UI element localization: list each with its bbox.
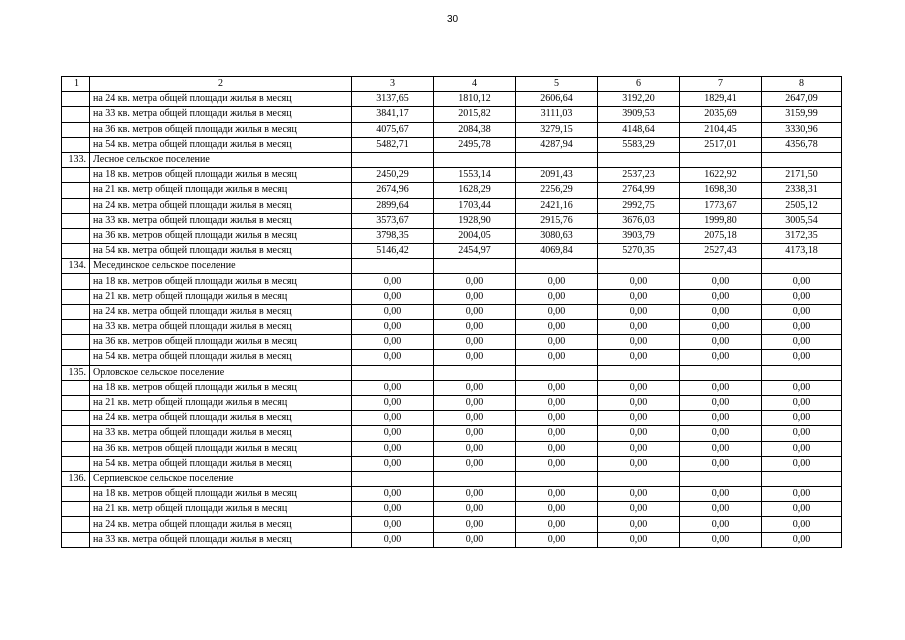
value-cell: 0,00 bbox=[598, 532, 680, 547]
value-cell: 0,00 bbox=[762, 532, 842, 547]
value-cell bbox=[434, 471, 516, 486]
value-cell: 0,00 bbox=[680, 441, 762, 456]
header-cell: 8 bbox=[762, 77, 842, 92]
settlement-name-cell: Лесное сельское поселение bbox=[90, 152, 352, 167]
value-cell: 3573,67 bbox=[352, 213, 434, 228]
value-cell: 0,00 bbox=[680, 517, 762, 532]
table-row bbox=[62, 456, 842, 471]
table-row bbox=[62, 517, 842, 532]
value-cell: 0,00 bbox=[762, 274, 842, 289]
value-cell: 0,00 bbox=[516, 289, 598, 304]
row-label-cell: на 36 кв. метров общей площади жилья в месяц bbox=[90, 335, 352, 350]
row-number-cell bbox=[62, 441, 90, 456]
value-cell: 1698,30 bbox=[680, 183, 762, 198]
value-cell: 2004,05 bbox=[434, 228, 516, 243]
value-cell: 4173,18 bbox=[762, 244, 842, 259]
header-cell: 3 bbox=[352, 77, 434, 92]
value-cell bbox=[762, 152, 842, 167]
row-number-cell bbox=[62, 487, 90, 502]
value-cell: 0,00 bbox=[680, 532, 762, 547]
table-row bbox=[62, 289, 842, 304]
value-cell: 0,00 bbox=[762, 320, 842, 335]
row-label-cell: на 24 кв. метра общей площади жилья в месяц bbox=[90, 411, 352, 426]
value-cell: 5583,29 bbox=[598, 137, 680, 152]
value-cell: 3676,03 bbox=[598, 213, 680, 228]
value-cell bbox=[598, 152, 680, 167]
value-cell: 0,00 bbox=[516, 304, 598, 319]
row-number-cell bbox=[62, 122, 90, 137]
value-cell bbox=[352, 152, 434, 167]
value-cell bbox=[516, 365, 598, 380]
row-label-cell: на 18 кв. метров общей площади жилья в месяц bbox=[90, 274, 352, 289]
row-label-cell: на 54 кв. метра общей площади жилья в месяц bbox=[90, 244, 352, 259]
value-cell: 0,00 bbox=[516, 411, 598, 426]
value-cell: 0,00 bbox=[352, 320, 434, 335]
value-cell: 4287,94 bbox=[516, 137, 598, 152]
value-cell: 0,00 bbox=[434, 502, 516, 517]
row-number-cell bbox=[62, 380, 90, 395]
value-cell: 0,00 bbox=[680, 456, 762, 471]
value-cell: 3909,53 bbox=[598, 107, 680, 122]
value-cell: 0,00 bbox=[762, 395, 842, 410]
value-cell: 5270,35 bbox=[598, 244, 680, 259]
value-cell: 0,00 bbox=[762, 441, 842, 456]
row-number-cell bbox=[62, 228, 90, 243]
value-cell bbox=[516, 152, 598, 167]
row-label-cell: на 24 кв. метра общей площади жилья в месяц bbox=[90, 304, 352, 319]
value-cell bbox=[352, 259, 434, 274]
row-label-cell: на 18 кв. метров общей площади жилья в месяц bbox=[90, 380, 352, 395]
value-cell: 2075,18 bbox=[680, 228, 762, 243]
value-cell: 0,00 bbox=[680, 426, 762, 441]
table-body bbox=[62, 77, 842, 548]
value-cell: 0,00 bbox=[352, 395, 434, 410]
value-cell: 0,00 bbox=[680, 320, 762, 335]
settlement-name-cell: Месединское сельское поселение bbox=[90, 259, 352, 274]
value-cell: 0,00 bbox=[598, 426, 680, 441]
table-row bbox=[62, 198, 842, 213]
value-cell: 0,00 bbox=[434, 274, 516, 289]
value-cell: 1810,12 bbox=[434, 92, 516, 107]
value-cell: 0,00 bbox=[762, 517, 842, 532]
value-cell: 0,00 bbox=[762, 350, 842, 365]
value-cell: 1703,44 bbox=[434, 198, 516, 213]
value-cell: 0,00 bbox=[598, 441, 680, 456]
value-cell: 0,00 bbox=[434, 304, 516, 319]
value-cell: 0,00 bbox=[352, 380, 434, 395]
table-header-row bbox=[62, 77, 842, 92]
row-label-cell: на 33 кв. метра общей площади жилья в месяц bbox=[90, 532, 352, 547]
value-cell: 0,00 bbox=[434, 289, 516, 304]
row-label-cell: на 24 кв. метра общей площади жилья в месяц bbox=[90, 198, 352, 213]
row-number-cell bbox=[62, 411, 90, 426]
value-cell: 0,00 bbox=[762, 304, 842, 319]
value-cell: 2505,12 bbox=[762, 198, 842, 213]
row-number-cell bbox=[62, 320, 90, 335]
section-row bbox=[62, 259, 842, 274]
value-cell: 0,00 bbox=[434, 426, 516, 441]
section-row bbox=[62, 365, 842, 380]
section-row bbox=[62, 152, 842, 167]
value-cell bbox=[762, 365, 842, 380]
table-row bbox=[62, 92, 842, 107]
row-number-cell bbox=[62, 395, 90, 410]
row-number-cell bbox=[62, 502, 90, 517]
row-number-cell bbox=[62, 244, 90, 259]
value-cell: 0,00 bbox=[680, 274, 762, 289]
row-label-cell: на 54 кв. метра общей площади жилья в месяц bbox=[90, 350, 352, 365]
value-cell: 1622,92 bbox=[680, 168, 762, 183]
value-cell: 2035,69 bbox=[680, 107, 762, 122]
value-cell: 0,00 bbox=[352, 517, 434, 532]
value-cell: 0,00 bbox=[516, 441, 598, 456]
table-row bbox=[62, 380, 842, 395]
table-row bbox=[62, 183, 842, 198]
row-label-cell: на 33 кв. метра общей площади жилья в месяц bbox=[90, 107, 352, 122]
value-cell: 0,00 bbox=[680, 304, 762, 319]
value-cell: 0,00 bbox=[762, 426, 842, 441]
row-number-cell bbox=[62, 168, 90, 183]
value-cell: 5146,42 bbox=[352, 244, 434, 259]
value-cell: 2517,01 bbox=[680, 137, 762, 152]
value-cell bbox=[434, 259, 516, 274]
value-cell: 2450,29 bbox=[352, 168, 434, 183]
table-row bbox=[62, 532, 842, 547]
value-cell: 0,00 bbox=[352, 304, 434, 319]
value-cell: 2171,50 bbox=[762, 168, 842, 183]
row-label-cell: на 36 кв. метров общей площади жилья в месяц bbox=[90, 228, 352, 243]
value-cell: 3903,79 bbox=[598, 228, 680, 243]
value-cell: 0,00 bbox=[434, 350, 516, 365]
table-row bbox=[62, 320, 842, 335]
value-cell: 0,00 bbox=[598, 335, 680, 350]
value-cell: 2495,78 bbox=[434, 137, 516, 152]
value-cell: 0,00 bbox=[598, 304, 680, 319]
value-cell: 1999,80 bbox=[680, 213, 762, 228]
row-number-cell bbox=[62, 274, 90, 289]
row-number-cell bbox=[62, 426, 90, 441]
row-number-cell bbox=[62, 183, 90, 198]
value-cell bbox=[352, 365, 434, 380]
value-cell: 2537,23 bbox=[598, 168, 680, 183]
value-cell bbox=[598, 365, 680, 380]
value-cell: 0,00 bbox=[516, 517, 598, 532]
value-cell: 0,00 bbox=[352, 289, 434, 304]
value-cell: 2091,43 bbox=[516, 168, 598, 183]
table-row bbox=[62, 244, 842, 259]
value-cell: 0,00 bbox=[352, 502, 434, 517]
value-cell: 3005,54 bbox=[762, 213, 842, 228]
value-cell: 2606,64 bbox=[516, 92, 598, 107]
value-cell: 0,00 bbox=[598, 502, 680, 517]
value-cell: 0,00 bbox=[762, 335, 842, 350]
value-cell: 0,00 bbox=[598, 487, 680, 502]
table-row bbox=[62, 395, 842, 410]
value-cell: 0,00 bbox=[680, 289, 762, 304]
value-cell: 0,00 bbox=[352, 274, 434, 289]
value-cell: 0,00 bbox=[680, 380, 762, 395]
value-cell: 0,00 bbox=[434, 380, 516, 395]
table-row bbox=[62, 304, 842, 319]
value-cell: 0,00 bbox=[352, 441, 434, 456]
row-number-cell: 133. bbox=[62, 152, 90, 167]
table-row bbox=[62, 426, 842, 441]
value-cell: 0,00 bbox=[762, 487, 842, 502]
value-cell: 2674,96 bbox=[352, 183, 434, 198]
row-number-cell bbox=[62, 289, 90, 304]
header-cell: 1 bbox=[62, 77, 90, 92]
header-cell: 7 bbox=[680, 77, 762, 92]
page-number: 30 bbox=[446, 14, 459, 25]
value-cell: 0,00 bbox=[598, 289, 680, 304]
value-cell: 0,00 bbox=[598, 395, 680, 410]
value-cell: 0,00 bbox=[762, 502, 842, 517]
row-number-cell bbox=[62, 335, 90, 350]
table-row bbox=[62, 441, 842, 456]
value-cell: 0,00 bbox=[516, 532, 598, 547]
value-cell: 2015,82 bbox=[434, 107, 516, 122]
value-cell: 0,00 bbox=[434, 487, 516, 502]
value-cell: 0,00 bbox=[598, 320, 680, 335]
value-cell bbox=[680, 471, 762, 486]
value-cell bbox=[762, 471, 842, 486]
value-cell: 0,00 bbox=[434, 517, 516, 532]
value-cell bbox=[352, 471, 434, 486]
table-row bbox=[62, 107, 842, 122]
tariff-table bbox=[61, 76, 842, 548]
value-cell bbox=[680, 152, 762, 167]
value-cell: 0,00 bbox=[434, 395, 516, 410]
row-label-cell: на 33 кв. метра общей площади жилья в месяц bbox=[90, 426, 352, 441]
value-cell: 0,00 bbox=[516, 350, 598, 365]
value-cell: 2992,75 bbox=[598, 198, 680, 213]
value-cell: 2084,38 bbox=[434, 122, 516, 137]
table-row bbox=[62, 168, 842, 183]
value-cell: 1628,29 bbox=[434, 183, 516, 198]
section-row bbox=[62, 471, 842, 486]
value-cell: 0,00 bbox=[434, 411, 516, 426]
value-cell: 3330,96 bbox=[762, 122, 842, 137]
value-cell: 3841,17 bbox=[352, 107, 434, 122]
value-cell: 3159,99 bbox=[762, 107, 842, 122]
value-cell: 4069,84 bbox=[516, 244, 598, 259]
value-cell: 3111,03 bbox=[516, 107, 598, 122]
value-cell: 0,00 bbox=[680, 487, 762, 502]
value-cell: 4148,64 bbox=[598, 122, 680, 137]
value-cell bbox=[434, 365, 516, 380]
value-cell: 3798,35 bbox=[352, 228, 434, 243]
row-number-cell bbox=[62, 137, 90, 152]
header-cell: 6 bbox=[598, 77, 680, 92]
settlement-name-cell: Серпиевское сельское поселение bbox=[90, 471, 352, 486]
value-cell: 3172,35 bbox=[762, 228, 842, 243]
value-cell: 0,00 bbox=[762, 411, 842, 426]
value-cell: 0,00 bbox=[352, 335, 434, 350]
value-cell: 0,00 bbox=[680, 411, 762, 426]
header-cell: 2 bbox=[90, 77, 352, 92]
row-number-cell bbox=[62, 304, 90, 319]
row-label-cell: на 33 кв. метра общей площади жилья в месяц bbox=[90, 213, 352, 228]
row-label-cell: на 21 кв. метр общей площади жилья в месяц bbox=[90, 395, 352, 410]
value-cell bbox=[516, 259, 598, 274]
value-cell bbox=[516, 471, 598, 486]
value-cell bbox=[598, 259, 680, 274]
value-cell: 0,00 bbox=[516, 395, 598, 410]
value-cell: 0,00 bbox=[516, 502, 598, 517]
value-cell: 2338,31 bbox=[762, 183, 842, 198]
settlement-name-cell: Орловское сельское поселение bbox=[90, 365, 352, 380]
table-row bbox=[62, 122, 842, 137]
value-cell: 2104,45 bbox=[680, 122, 762, 137]
row-label-cell: на 36 кв. метров общей площади жилья в месяц bbox=[90, 441, 352, 456]
value-cell: 3137,65 bbox=[352, 92, 434, 107]
table-row bbox=[62, 487, 842, 502]
value-cell: 0,00 bbox=[598, 350, 680, 365]
table-row bbox=[62, 411, 842, 426]
value-cell: 0,00 bbox=[352, 456, 434, 471]
row-label-cell: на 21 кв. метр общей площади жилья в месяц bbox=[90, 183, 352, 198]
table-row bbox=[62, 502, 842, 517]
value-cell bbox=[680, 365, 762, 380]
value-cell: 5482,71 bbox=[352, 137, 434, 152]
value-cell: 0,00 bbox=[516, 456, 598, 471]
row-number-cell bbox=[62, 92, 90, 107]
value-cell: 2899,64 bbox=[352, 198, 434, 213]
value-cell: 3080,63 bbox=[516, 228, 598, 243]
header-cell: 4 bbox=[434, 77, 516, 92]
row-label-cell: на 21 кв. метр общей площади жилья в месяц bbox=[90, 289, 352, 304]
value-cell: 0,00 bbox=[352, 532, 434, 547]
table-row bbox=[62, 228, 842, 243]
value-cell bbox=[680, 259, 762, 274]
value-cell: 0,00 bbox=[516, 274, 598, 289]
value-cell: 2647,09 bbox=[762, 92, 842, 107]
row-number-cell: 135. bbox=[62, 365, 90, 380]
value-cell: 0,00 bbox=[352, 411, 434, 426]
value-cell bbox=[598, 471, 680, 486]
table-row bbox=[62, 335, 842, 350]
table-row bbox=[62, 137, 842, 152]
value-cell bbox=[762, 259, 842, 274]
value-cell: 2421,16 bbox=[516, 198, 598, 213]
value-cell: 0,00 bbox=[434, 335, 516, 350]
value-cell: 2256,29 bbox=[516, 183, 598, 198]
value-cell: 0,00 bbox=[516, 487, 598, 502]
row-label-cell: на 24 кв. метра общей площади жилья в месяц bbox=[90, 517, 352, 532]
value-cell: 0,00 bbox=[434, 456, 516, 471]
value-cell: 2527,43 bbox=[680, 244, 762, 259]
value-cell: 0,00 bbox=[598, 456, 680, 471]
value-cell: 0,00 bbox=[516, 380, 598, 395]
value-cell: 0,00 bbox=[762, 289, 842, 304]
table-row bbox=[62, 350, 842, 365]
value-cell: 3192,20 bbox=[598, 92, 680, 107]
value-cell: 0,00 bbox=[516, 320, 598, 335]
value-cell: 0,00 bbox=[434, 320, 516, 335]
value-cell: 4356,78 bbox=[762, 137, 842, 152]
row-number-cell bbox=[62, 350, 90, 365]
row-number-cell bbox=[62, 213, 90, 228]
value-cell: 2915,76 bbox=[516, 213, 598, 228]
table-row bbox=[62, 274, 842, 289]
value-cell: 0,00 bbox=[762, 380, 842, 395]
value-cell: 4075,67 bbox=[352, 122, 434, 137]
value-cell: 0,00 bbox=[434, 441, 516, 456]
row-number-cell: 134. bbox=[62, 259, 90, 274]
value-cell: 0,00 bbox=[598, 411, 680, 426]
value-cell: 0,00 bbox=[680, 335, 762, 350]
value-cell: 0,00 bbox=[352, 426, 434, 441]
row-number-cell: 136. bbox=[62, 471, 90, 486]
row-label-cell: на 54 кв. метра общей площади жилья в месяц bbox=[90, 456, 352, 471]
row-label-cell: на 54 кв. метра общей площади жилья в месяц bbox=[90, 137, 352, 152]
value-cell: 2454,97 bbox=[434, 244, 516, 259]
value-cell: 0,00 bbox=[598, 274, 680, 289]
value-cell: 0,00 bbox=[352, 487, 434, 502]
table-row bbox=[62, 213, 842, 228]
value-cell: 3279,15 bbox=[516, 122, 598, 137]
row-label-cell: на 24 кв. метра общей площади жилья в месяц bbox=[90, 92, 352, 107]
value-cell: 0,00 bbox=[352, 350, 434, 365]
row-number-cell bbox=[62, 107, 90, 122]
value-cell: 0,00 bbox=[762, 456, 842, 471]
value-cell: 0,00 bbox=[598, 380, 680, 395]
value-cell: 0,00 bbox=[434, 532, 516, 547]
value-cell: 0,00 bbox=[598, 517, 680, 532]
row-label-cell: на 18 кв. метров общей площади жилья в месяц bbox=[90, 168, 352, 183]
value-cell: 0,00 bbox=[680, 502, 762, 517]
value-cell: 0,00 bbox=[680, 350, 762, 365]
value-cell: 0,00 bbox=[680, 395, 762, 410]
value-cell bbox=[434, 152, 516, 167]
value-cell: 0,00 bbox=[516, 426, 598, 441]
header-cell: 5 bbox=[516, 77, 598, 92]
value-cell: 1829,41 bbox=[680, 92, 762, 107]
row-label-cell: на 36 кв. метров общей площади жилья в месяц bbox=[90, 122, 352, 137]
value-cell: 0,00 bbox=[516, 335, 598, 350]
value-cell: 1773,67 bbox=[680, 198, 762, 213]
value-cell: 1553,14 bbox=[434, 168, 516, 183]
value-cell: 1928,90 bbox=[434, 213, 516, 228]
row-number-cell bbox=[62, 456, 90, 471]
row-number-cell bbox=[62, 517, 90, 532]
value-cell: 2764,99 bbox=[598, 183, 680, 198]
row-number-cell bbox=[62, 198, 90, 213]
row-label-cell: на 18 кв. метров общей площади жилья в месяц bbox=[90, 487, 352, 502]
row-label-cell: на 21 кв. метр общей площади жилья в месяц bbox=[90, 502, 352, 517]
row-number-cell bbox=[62, 532, 90, 547]
row-label-cell: на 33 кв. метра общей площади жилья в месяц bbox=[90, 320, 352, 335]
